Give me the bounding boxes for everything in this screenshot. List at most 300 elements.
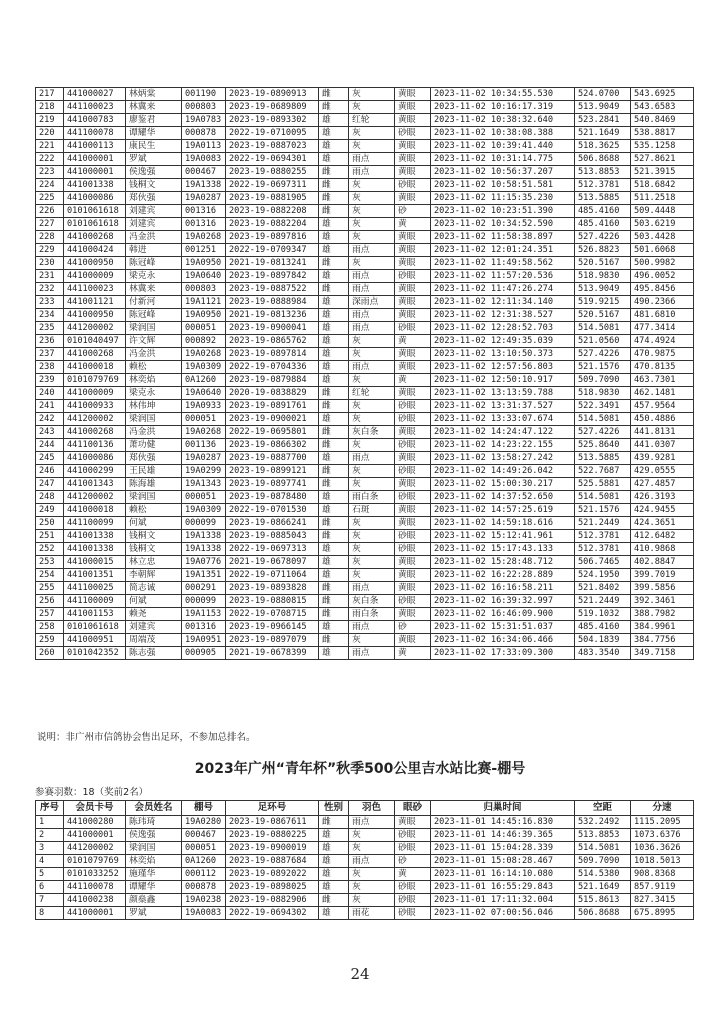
table-cell: 雌 xyxy=(319,387,349,400)
table-cell: 梁克永 xyxy=(126,387,182,400)
table-cell: 543.6925 xyxy=(631,88,694,101)
table-cell: 1018.5013 xyxy=(631,855,694,868)
table-cell: 红轮 xyxy=(349,387,395,400)
table-cell: 雌 xyxy=(319,439,349,452)
table-cell: 灰 xyxy=(349,842,395,855)
table-row xyxy=(36,218,694,231)
table-cell: 000467 xyxy=(182,166,226,179)
table-row xyxy=(36,452,694,465)
table-cell: 黄眼 xyxy=(395,504,431,517)
table-cell: 424.3651 xyxy=(631,517,694,530)
table-cell: 441000018 xyxy=(64,361,126,374)
table-cell: 雄 xyxy=(319,855,349,868)
table-cell: 雌 xyxy=(319,816,349,829)
table-row xyxy=(36,400,694,413)
table-cell: 521.1649 xyxy=(575,881,631,894)
table-cell: 2 xyxy=(36,829,64,842)
table-row xyxy=(36,439,694,452)
table-cell: 515.8613 xyxy=(575,894,631,907)
table-cell: 灰 xyxy=(349,88,395,101)
table-cell: 郑伙强 xyxy=(126,192,182,205)
table-cell: 简志诚 xyxy=(126,582,182,595)
table-cell: 000803 xyxy=(182,101,226,114)
table-cell: 2023-11-02 12:57:56.803 xyxy=(431,361,575,374)
table-cell: 雄 xyxy=(319,335,349,348)
table-cell: 雌 xyxy=(319,166,349,179)
table-cell: 雄 xyxy=(319,361,349,374)
table-cell: 441000950 xyxy=(64,309,126,322)
table-cell: 2022-19-0708715 xyxy=(226,608,319,621)
table-cell: 19A1121 xyxy=(182,296,226,309)
table-cell: 2022-19-0711064 xyxy=(226,569,319,582)
table-cell: 441000783 xyxy=(64,114,126,127)
table-cell: 000803 xyxy=(182,283,226,296)
table-cell: 1 xyxy=(36,816,64,829)
table-cell: 000112 xyxy=(182,868,226,881)
table-cell: 2023-19-0887684 xyxy=(226,855,319,868)
table-cell: 郑伙强 xyxy=(126,452,182,465)
table-cell: 519.1032 xyxy=(575,608,631,621)
table-cell: 2023-11-01 16:14:10.080 xyxy=(431,868,575,881)
table-row xyxy=(36,608,694,621)
table-cell: 2023-19-0897842 xyxy=(226,270,319,283)
table-cell: 525.8640 xyxy=(575,439,631,452)
table-cell: 陈志强 xyxy=(126,647,182,660)
table-cell: 雄 xyxy=(319,556,349,569)
table-cell: 2023-11-02 10:34:55.530 xyxy=(431,88,575,101)
table-cell: 1073.6376 xyxy=(631,829,694,842)
table-cell: 441000009 xyxy=(64,387,126,400)
table-cell: 2023-19-0882208 xyxy=(226,205,319,218)
table-cell: 2023-19-0892022 xyxy=(226,868,319,881)
table-cell: 2023-11-02 10:23:51.390 xyxy=(431,205,575,218)
table-cell: 412.6482 xyxy=(631,530,694,543)
results-table xyxy=(35,87,694,660)
table-cell: 485.4160 xyxy=(575,205,631,218)
table-cell: 518.9830 xyxy=(575,270,631,283)
table-cell: 2023-19-0887700 xyxy=(226,452,319,465)
table-row xyxy=(36,517,694,530)
table-row xyxy=(36,647,694,660)
table-cell: 雌 xyxy=(319,478,349,491)
table-cell: 349.7158 xyxy=(631,647,694,660)
table-cell: 441000086 xyxy=(64,452,126,465)
table-cell: 000878 xyxy=(182,127,226,140)
table-cell: 2022-19-0704336 xyxy=(226,361,319,374)
table-cell: 2023-11-02 14:57:25.619 xyxy=(431,504,575,517)
table-cell: 红轮 xyxy=(349,114,395,127)
table-cell: 441200002 xyxy=(64,842,126,855)
table-cell: 0101061618 xyxy=(64,218,126,231)
table-cell: 砂眼 xyxy=(395,842,431,855)
table-cell: 402.8847 xyxy=(631,556,694,569)
table-cell: 砂眼 xyxy=(395,907,431,920)
table-cell: 罗斌 xyxy=(126,907,182,920)
table-row xyxy=(36,491,694,504)
table-cell: 雄 xyxy=(319,842,349,855)
table-cell: 雄 xyxy=(319,543,349,556)
table-cell: 雄 xyxy=(319,309,349,322)
table-cell: 林奕焰 xyxy=(126,855,182,868)
table-cell: 王民雄 xyxy=(126,465,182,478)
table-cell: 刘建宾 xyxy=(126,218,182,231)
table-cell: 雌 xyxy=(319,192,349,205)
table-cell: 504.1839 xyxy=(575,634,631,647)
table-cell: 砂 xyxy=(395,855,431,868)
footnote: 说明：非广州市信鸽协会售出足环，不参加总排名。 xyxy=(37,732,256,743)
table-cell: 441100009 xyxy=(64,595,126,608)
table-cell: 441100099 xyxy=(64,517,126,530)
table-cell: 雨点 xyxy=(349,166,395,179)
table-row xyxy=(36,556,694,569)
table-cell: 19A0640 xyxy=(182,270,226,283)
table-cell: 485.4160 xyxy=(575,621,631,634)
table-cell: 雨白条 xyxy=(349,608,395,621)
table-cell: 19A0287 xyxy=(182,452,226,465)
table-cell: 518.6842 xyxy=(631,179,694,192)
table-row xyxy=(36,88,694,101)
table-cell: 527.4226 xyxy=(575,231,631,244)
table-cell: 19A0933 xyxy=(182,400,226,413)
table-cell: 2023-11-02 15:00:30.217 xyxy=(431,478,575,491)
table-cell: 砂眼 xyxy=(395,179,431,192)
table-cell: 19A0083 xyxy=(182,153,226,166)
table-cell: 雌 xyxy=(319,426,349,439)
table-cell: 2023-11-02 07:00:56.046 xyxy=(431,907,575,920)
table-cell: 黄眼 xyxy=(395,816,431,829)
results-table-body xyxy=(36,88,694,660)
table-cell: 513.5885 xyxy=(575,452,631,465)
table-cell: 521.0560 xyxy=(575,335,631,348)
table-cell: 441000268 xyxy=(64,426,126,439)
table-cell: 512.3781 xyxy=(575,530,631,543)
table-cell: 234 xyxy=(36,309,64,322)
table-cell: 000467 xyxy=(182,829,226,842)
table-cell: 2021-19-0813236 xyxy=(226,309,319,322)
table-cell: 483.3540 xyxy=(575,647,631,660)
table-cell: 19A0640 xyxy=(182,387,226,400)
table-row xyxy=(36,582,694,595)
table-row xyxy=(36,413,694,426)
table-cell: 514.5081 xyxy=(575,322,631,335)
column-header: 归巢时间 xyxy=(431,801,575,816)
table-cell: 2023-11-02 15:12:41.961 xyxy=(431,530,575,543)
table-cell: 2023-11-02 10:31:14.775 xyxy=(431,153,575,166)
table-cell: 梁克永 xyxy=(126,270,182,283)
table-cell: 5 xyxy=(36,868,64,881)
table-cell: 384.9961 xyxy=(631,621,694,634)
column-header: 性别 xyxy=(319,801,349,816)
table-cell: 雨点 xyxy=(349,816,395,829)
table-cell: 2021-19-0678399 xyxy=(226,647,319,660)
table-cell: 230 xyxy=(36,257,64,270)
table-cell: 2023-19-0880225 xyxy=(226,829,319,842)
table-cell: 441000018 xyxy=(64,504,126,517)
table-cell: 240 xyxy=(36,387,64,400)
table-cell: 黄眼 xyxy=(395,608,431,621)
table-cell: 235 xyxy=(36,322,64,335)
table-cell: 2023-11-02 15:31:51.037 xyxy=(431,621,575,634)
table-cell: 2023-19-0866241 xyxy=(226,517,319,530)
table-row xyxy=(36,465,694,478)
table-cell: 黄 xyxy=(395,868,431,881)
table-cell: 2023-11-02 10:16:17.319 xyxy=(431,101,575,114)
table-cell: 灰 xyxy=(349,517,395,530)
table-cell: 2022-19-0694302 xyxy=(226,907,319,920)
table-cell: 雨点 xyxy=(349,647,395,660)
table-cell: 雄 xyxy=(319,231,349,244)
table-row xyxy=(36,621,694,634)
table-cell: 梁润国 xyxy=(126,322,182,335)
table-cell: 257 xyxy=(36,608,64,621)
table-cell: 441000001 xyxy=(64,166,126,179)
table-row xyxy=(36,283,694,296)
table-cell: 239 xyxy=(36,374,64,387)
table-cell: 19A0299 xyxy=(182,465,226,478)
table-cell: 527.4226 xyxy=(575,348,631,361)
table-cell: 谭耀华 xyxy=(126,881,182,894)
table-cell: 001316 xyxy=(182,205,226,218)
table-cell: 黄眼 xyxy=(395,296,431,309)
table-cell: 908.8368 xyxy=(631,868,694,881)
table-cell: 灰 xyxy=(349,569,395,582)
table-cell: 258 xyxy=(36,621,64,634)
table-cell: 冯金洪 xyxy=(126,426,182,439)
table-cell: 538.8817 xyxy=(631,127,694,140)
table-cell: 雄 xyxy=(319,374,349,387)
table-row xyxy=(36,127,694,140)
table-cell: 雌 xyxy=(319,179,349,192)
table-cell: 256 xyxy=(36,595,64,608)
table-cell: 441200002 xyxy=(64,491,126,504)
table-cell: 496.0052 xyxy=(631,270,694,283)
table-cell: 钱桐文 xyxy=(126,543,182,556)
table-row xyxy=(36,387,694,400)
table-cell: 砂眼 xyxy=(395,413,431,426)
table-cell: 灰 xyxy=(349,543,395,556)
table-cell: 520.5167 xyxy=(575,257,631,270)
table-cell: 陈玮琦 xyxy=(126,816,182,829)
table-cell: 19A0950 xyxy=(182,309,226,322)
table-cell: 2023-11-01 15:08:28.467 xyxy=(431,855,575,868)
table-row xyxy=(36,192,694,205)
table-cell: 2023-19-0689809 xyxy=(226,101,319,114)
table-cell: 2023-11-02 12:01:24.351 xyxy=(431,244,575,257)
table-cell: 2023-11-02 11:15:35.230 xyxy=(431,192,575,205)
table-cell: 2023-19-0880815 xyxy=(226,595,319,608)
table-cell: 雄 xyxy=(319,621,349,634)
table-cell: 219 xyxy=(36,114,64,127)
table-cell: 1036.3626 xyxy=(631,842,694,855)
table-cell: 黄眼 xyxy=(395,426,431,439)
table-cell: 雌 xyxy=(319,517,349,530)
table-cell: 2023-11-01 17:11:32.004 xyxy=(431,894,575,907)
table-cell: 19A0783 xyxy=(182,114,226,127)
table-cell: 2023-19-0897814 xyxy=(226,348,319,361)
table-cell: 495.8456 xyxy=(631,283,694,296)
table-cell: 481.6810 xyxy=(631,309,694,322)
table-cell: 黄眼 xyxy=(395,114,431,127)
table-cell: 220 xyxy=(36,127,64,140)
table-cell: 2023-11-02 12:28:52.703 xyxy=(431,322,575,335)
table-cell: 2023-19-0867611 xyxy=(226,816,319,829)
table-cell: 518.3625 xyxy=(575,140,631,153)
table-cell: 218 xyxy=(36,101,64,114)
table-row xyxy=(36,881,694,894)
table-cell: 2023-11-02 12:11:34.140 xyxy=(431,296,575,309)
table-cell: 237 xyxy=(36,348,64,361)
table-cell: 2022-19-0695801 xyxy=(226,426,319,439)
table-cell: 2023-19-0890913 xyxy=(226,88,319,101)
table-cell: 506.8688 xyxy=(575,153,631,166)
table-cell: 474.4924 xyxy=(631,335,694,348)
table-cell: 233 xyxy=(36,296,64,309)
table-cell: 灰 xyxy=(349,881,395,894)
table-cell: 灰 xyxy=(349,127,395,140)
table-cell: 441001153 xyxy=(64,608,126,621)
table-row xyxy=(36,166,694,179)
table-cell: 384.7756 xyxy=(631,634,694,647)
table-cell: 2023-11-02 10:38:32.640 xyxy=(431,114,575,127)
table-cell: 砂眼 xyxy=(395,894,431,907)
table-cell: 雄 xyxy=(319,413,349,426)
table-cell: 雄 xyxy=(319,244,349,257)
table-row xyxy=(36,335,694,348)
page-number: 24 xyxy=(350,965,370,983)
table-cell: 砂眼 xyxy=(395,465,431,478)
table-cell: 2021-19-0678097 xyxy=(226,556,319,569)
table-cell: 427.4857 xyxy=(631,478,694,491)
table-cell: 501.6068 xyxy=(631,244,694,257)
table-cell: 砂眼 xyxy=(395,322,431,335)
table-cell: 2023-19-0900041 xyxy=(226,322,319,335)
table-cell: 黄眼 xyxy=(395,387,431,400)
table-cell: 535.1258 xyxy=(631,140,694,153)
table-cell: 2023-19-0893828 xyxy=(226,582,319,595)
table-cell: 雌 xyxy=(319,205,349,218)
table-cell: 雄 xyxy=(319,218,349,231)
table-cell: 陈冠峰 xyxy=(126,257,182,270)
table-cell: 灰 xyxy=(349,530,395,543)
table-cell: 2023-11-02 10:56:37.207 xyxy=(431,166,575,179)
table-cell: 450.4886 xyxy=(631,413,694,426)
table-cell: 梁润国 xyxy=(126,413,182,426)
table-cell: 黄眼 xyxy=(395,452,431,465)
table-cell: 000051 xyxy=(182,413,226,426)
table-cell: 512.3781 xyxy=(575,543,631,556)
table-cell: 441000268 xyxy=(64,231,126,244)
table-cell: 19A0083 xyxy=(182,907,226,920)
table-row xyxy=(36,205,694,218)
table-cell: 2022-19-0709347 xyxy=(226,244,319,257)
table-cell: 522.7687 xyxy=(575,465,631,478)
table-cell: 543.6583 xyxy=(631,101,694,114)
column-header: 足环号 xyxy=(226,801,319,816)
table-cell: 砂眼 xyxy=(395,530,431,543)
table-cell: 雄 xyxy=(319,114,349,127)
column-header: 眼砂 xyxy=(395,801,431,816)
table-cell: 441000933 xyxy=(64,400,126,413)
table-cell: 001136 xyxy=(182,439,226,452)
table-cell: 490.2366 xyxy=(631,296,694,309)
table-cell: 2023-19-0880255 xyxy=(226,166,319,179)
table-cell: 2023-19-0887023 xyxy=(226,140,319,153)
table-cell: 527.8621 xyxy=(631,153,694,166)
table-cell: 雌 xyxy=(319,283,349,296)
table-cell: 2023-11-02 13:13:59.788 xyxy=(431,387,575,400)
table-cell: 雌 xyxy=(319,88,349,101)
table-cell: 2023-19-0898025 xyxy=(226,881,319,894)
table-cell: 2023-19-0881905 xyxy=(226,192,319,205)
table-row xyxy=(36,855,694,868)
table-cell: 雨白条 xyxy=(349,491,395,504)
table-cell: 灰 xyxy=(349,439,395,452)
table-cell: 灰 xyxy=(349,478,395,491)
table-cell: 540.8469 xyxy=(631,114,694,127)
table-cell: 灰 xyxy=(349,400,395,413)
table-cell: 222 xyxy=(36,153,64,166)
table-cell: 000051 xyxy=(182,491,226,504)
table-cell: 灰 xyxy=(349,829,395,842)
table-cell: 石斑 xyxy=(349,504,395,517)
table-cell: 7 xyxy=(36,894,64,907)
table-cell: 242 xyxy=(36,413,64,426)
table-cell: 532.2492 xyxy=(575,816,631,829)
table-row xyxy=(36,348,694,361)
table-row xyxy=(36,101,694,114)
entry-count: 参赛羽数：18（奖前2名） xyxy=(35,787,149,798)
table-cell: 527.4226 xyxy=(575,426,631,439)
table-row xyxy=(36,296,694,309)
table-cell: 黄眼 xyxy=(395,283,431,296)
table-cell: 3 xyxy=(36,842,64,855)
table-cell: 林炳棠 xyxy=(126,88,182,101)
table-cell: 441100078 xyxy=(64,881,126,894)
table-cell: 0A1260 xyxy=(182,855,226,868)
table-cell: 雌 xyxy=(319,101,349,114)
table-cell: 钱桐文 xyxy=(126,179,182,192)
table-cell: 441001343 xyxy=(64,478,126,491)
table-cell: 雄 xyxy=(319,140,349,153)
table-cell: 2023-11-02 14:49:26.042 xyxy=(431,465,575,478)
table-cell: 林冀来 xyxy=(126,283,182,296)
table-cell: 2023-11-02 10:34:52.590 xyxy=(431,218,575,231)
table-cell: 441001338 xyxy=(64,530,126,543)
table-cell: 2023-11-02 10:39:41.440 xyxy=(431,140,575,153)
table-cell: 黄眼 xyxy=(395,257,431,270)
table-cell: 001316 xyxy=(182,621,226,634)
table-cell: 441100023 xyxy=(64,101,126,114)
table-row xyxy=(36,153,694,166)
table-cell: 477.3414 xyxy=(631,322,694,335)
table-cell: 243 xyxy=(36,426,64,439)
table-cell: 224 xyxy=(36,179,64,192)
table-cell: 雄 xyxy=(319,491,349,504)
table-cell: 砂眼 xyxy=(395,127,431,140)
table-cell: 511.2518 xyxy=(631,192,694,205)
table-cell: 廖鉴君 xyxy=(126,114,182,127)
column-header: 序号 xyxy=(36,801,64,816)
table-cell: 514.5081 xyxy=(575,842,631,855)
table-cell: 259 xyxy=(36,634,64,647)
table-cell: 雨点 xyxy=(349,283,395,296)
table-cell: 260 xyxy=(36,647,64,660)
table-cell: 249 xyxy=(36,504,64,517)
table-cell: 441000027 xyxy=(64,88,126,101)
table-cell: 441000086 xyxy=(64,192,126,205)
table-cell: 441000009 xyxy=(64,270,126,283)
table-cell: 梁润国 xyxy=(126,842,182,855)
